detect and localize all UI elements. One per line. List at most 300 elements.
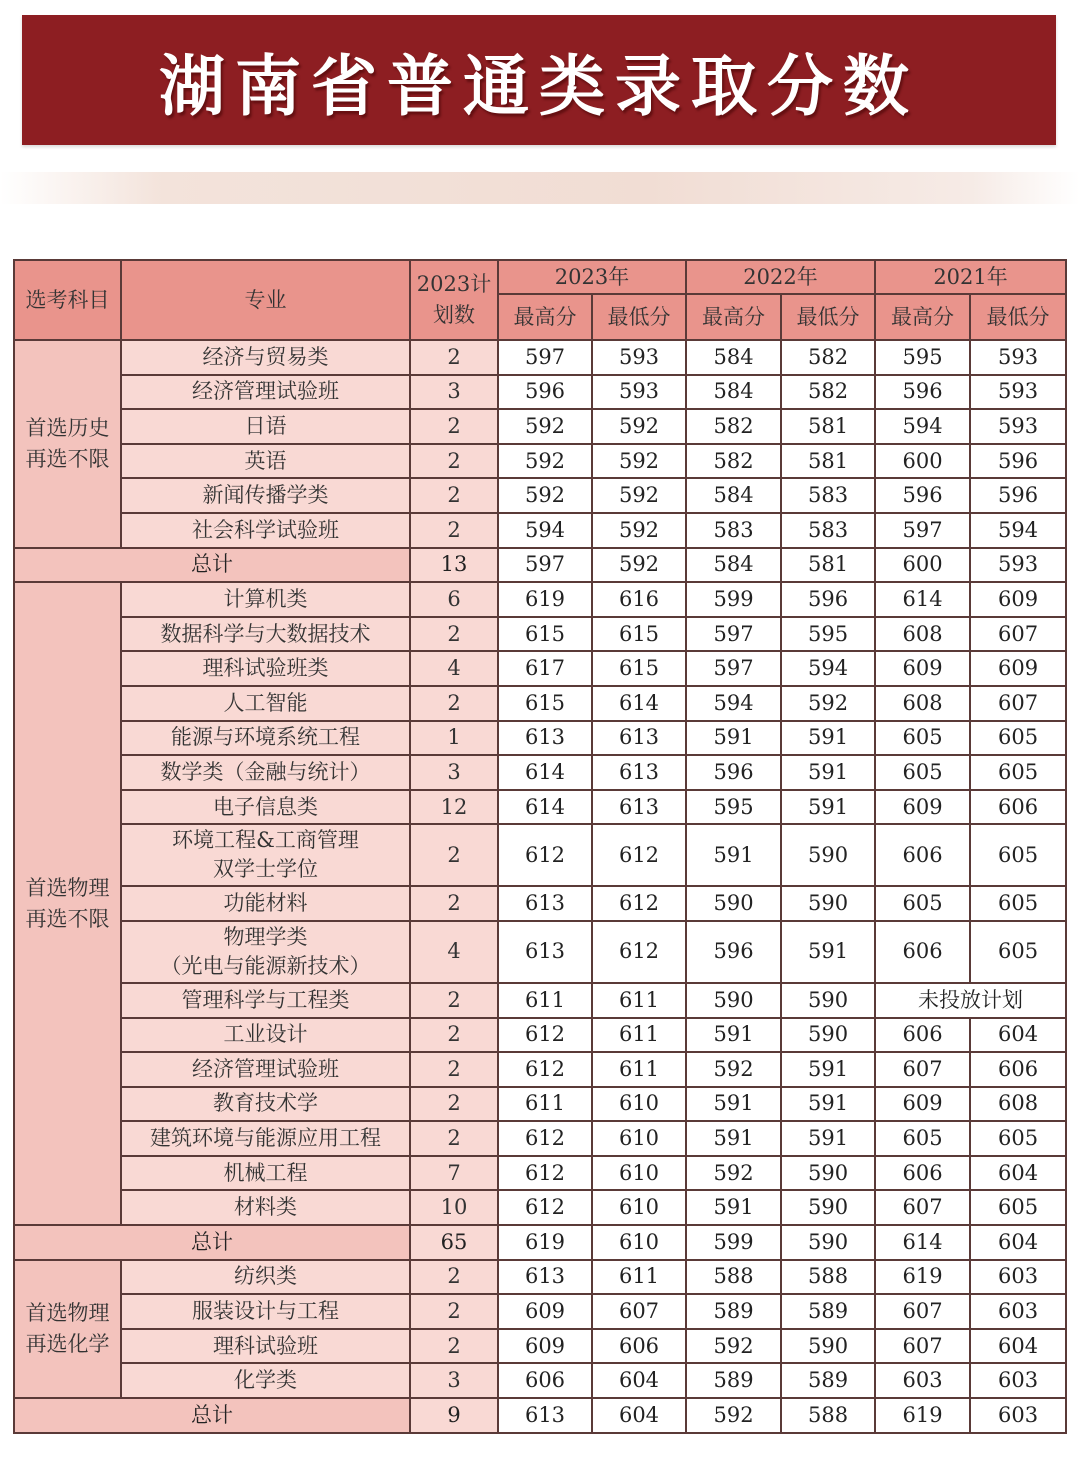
score-cell: 584 xyxy=(686,478,781,513)
score-cell: 606 xyxy=(875,824,970,886)
table-row xyxy=(14,983,1066,1018)
total-score-cell: 597 xyxy=(498,548,592,583)
score-cell: 605 xyxy=(970,1121,1066,1156)
note-cell-2021: 未投放计划 xyxy=(875,983,1066,1018)
major-cell: 新闻传播学类 xyxy=(121,478,410,513)
header-max: 最高分 xyxy=(498,294,592,340)
score-cell: 613 xyxy=(592,790,686,825)
subject-cell xyxy=(14,340,121,548)
total-score-cell: 593 xyxy=(970,548,1066,583)
score-cell: 606 xyxy=(875,1018,970,1053)
score-cell: 610 xyxy=(592,1121,686,1156)
score-cell: 605 xyxy=(970,886,1066,921)
total-score-cell: 592 xyxy=(592,548,686,583)
score-cell: 612 xyxy=(498,1052,592,1087)
header-plan xyxy=(410,260,498,340)
score-cell: 596 xyxy=(970,444,1066,479)
table-row xyxy=(14,409,1066,444)
score-cell: 597 xyxy=(498,340,592,375)
score-cell: 593 xyxy=(970,375,1066,410)
score-cell: 609 xyxy=(498,1329,592,1364)
plan-cell: 2 xyxy=(410,617,498,652)
score-cell: 590 xyxy=(781,1190,875,1225)
score-cell: 615 xyxy=(592,617,686,652)
total-plan: 65 xyxy=(410,1225,498,1260)
total-label: 总计 xyxy=(14,1398,410,1433)
score-cell: 591 xyxy=(781,1087,875,1122)
plan-cell: 4 xyxy=(410,651,498,686)
score-cell: 612 xyxy=(592,886,686,921)
major-cell: 建筑环境与能源应用工程 xyxy=(121,1121,410,1156)
score-cell: 603 xyxy=(970,1294,1066,1329)
header-subject: 选考科目 xyxy=(14,260,121,340)
major-line2: （光电与能源新技术） xyxy=(160,953,371,978)
score-cell: 581 xyxy=(781,409,875,444)
score-cell: 604 xyxy=(970,1156,1066,1191)
subject-line2: 再选不限 xyxy=(25,446,110,471)
total-score-cell: 588 xyxy=(781,1398,875,1433)
plan-cell: 6 xyxy=(410,582,498,617)
table-row xyxy=(14,1190,1066,1225)
total-score-cell: 614 xyxy=(875,1225,970,1260)
score-cell: 619 xyxy=(498,582,592,617)
total-plan: 9 xyxy=(410,1398,498,1433)
score-cell: 619 xyxy=(875,1260,970,1295)
table-row xyxy=(14,478,1066,513)
score-cell: 603 xyxy=(970,1260,1066,1295)
score-cell: 609 xyxy=(970,582,1066,617)
score-cell: 591 xyxy=(781,1121,875,1156)
score-cell: 591 xyxy=(781,721,875,756)
score-cell: 591 xyxy=(686,824,781,886)
major-cell: 材料类 xyxy=(121,1190,410,1225)
score-cell: 593 xyxy=(970,409,1066,444)
score-cell: 594 xyxy=(875,409,970,444)
score-cell: 592 xyxy=(498,478,592,513)
major-cell: 经济管理试验班 xyxy=(121,375,410,410)
score-cell: 607 xyxy=(592,1294,686,1329)
major-cell: 能源与环境系统工程 xyxy=(121,721,410,756)
score-cell: 590 xyxy=(781,983,875,1018)
score-cell: 609 xyxy=(875,1087,970,1122)
score-cell: 612 xyxy=(498,1156,592,1191)
plan-cell: 3 xyxy=(410,1363,498,1398)
score-cell: 612 xyxy=(498,1190,592,1225)
plan-cell: 2 xyxy=(410,444,498,479)
score-cell: 582 xyxy=(781,375,875,410)
score-cell: 592 xyxy=(686,1052,781,1087)
score-cell: 605 xyxy=(875,886,970,921)
table-row xyxy=(14,375,1066,410)
score-cell: 606 xyxy=(498,1363,592,1398)
score-cell: 613 xyxy=(498,921,592,983)
score-cell: 611 xyxy=(592,1018,686,1053)
score-cell: 611 xyxy=(592,1260,686,1295)
score-cell: 611 xyxy=(592,1052,686,1087)
major-cell: 理科试验班类 xyxy=(121,651,410,686)
score-cell: 592 xyxy=(498,444,592,479)
score-cell: 591 xyxy=(781,1052,875,1087)
score-cell: 609 xyxy=(875,651,970,686)
subject-line2: 再选化学 xyxy=(25,1331,110,1356)
plan-cell: 2 xyxy=(410,1052,498,1087)
score-cell: 614 xyxy=(498,755,592,790)
table-row xyxy=(14,1329,1066,1364)
table-row xyxy=(14,1121,1066,1156)
plan-cell: 4 xyxy=(410,921,498,983)
table-row xyxy=(14,1156,1066,1191)
score-cell: 594 xyxy=(498,513,592,548)
score-cell: 581 xyxy=(781,444,875,479)
major-cell: 纺织类 xyxy=(121,1260,410,1295)
table-row xyxy=(14,1260,1066,1295)
score-cell: 607 xyxy=(970,617,1066,652)
score-cell: 589 xyxy=(781,1363,875,1398)
score-cell: 593 xyxy=(592,340,686,375)
score-cell: 596 xyxy=(875,478,970,513)
major-cell: 数学类（金融与统计） xyxy=(121,755,410,790)
subject-line1: 首选物理 xyxy=(25,875,110,900)
score-cell: 609 xyxy=(498,1294,592,1329)
score-cell: 613 xyxy=(498,721,592,756)
score-cell: 593 xyxy=(970,340,1066,375)
table-row xyxy=(14,340,1066,375)
table-row xyxy=(14,1018,1066,1053)
major-cell: 电子信息类 xyxy=(121,790,410,825)
score-cell: 607 xyxy=(875,1190,970,1225)
score-cell: 609 xyxy=(970,651,1066,686)
score-cell: 608 xyxy=(875,686,970,721)
score-cell: 595 xyxy=(781,617,875,652)
total-score-cell: 590 xyxy=(781,1225,875,1260)
score-cell: 607 xyxy=(875,1052,970,1087)
table-row xyxy=(14,886,1066,921)
plan-cell: 2 xyxy=(410,513,498,548)
score-cell: 604 xyxy=(592,1363,686,1398)
header-min: 最低分 xyxy=(592,294,686,340)
score-cell: 607 xyxy=(875,1294,970,1329)
plan-cell: 2 xyxy=(410,1294,498,1329)
subject-cell xyxy=(14,1260,121,1398)
score-cell: 612 xyxy=(498,1018,592,1053)
table-row xyxy=(14,721,1066,756)
score-cell: 596 xyxy=(970,478,1066,513)
major-cell xyxy=(121,824,410,886)
score-cell: 591 xyxy=(686,1190,781,1225)
score-cell: 584 xyxy=(686,375,781,410)
major-cell: 服装设计与工程 xyxy=(121,1294,410,1329)
score-cell: 605 xyxy=(875,755,970,790)
score-cell: 592 xyxy=(781,686,875,721)
major-cell: 工业设计 xyxy=(121,1018,410,1053)
plan-cell: 12 xyxy=(410,790,498,825)
score-cell: 612 xyxy=(592,824,686,886)
table-row xyxy=(14,1294,1066,1329)
score-cell: 612 xyxy=(498,824,592,886)
major-cell: 管理科学与工程类 xyxy=(121,983,410,1018)
plan-cell: 1 xyxy=(410,721,498,756)
score-cell: 609 xyxy=(875,790,970,825)
header-min: 最低分 xyxy=(781,294,875,340)
plan-cell: 2 xyxy=(410,340,498,375)
score-cell: 610 xyxy=(592,1087,686,1122)
score-cell: 615 xyxy=(498,686,592,721)
total-score-cell: 581 xyxy=(781,548,875,583)
score-cell: 590 xyxy=(686,983,781,1018)
score-cell: 588 xyxy=(781,1260,875,1295)
score-cell: 603 xyxy=(875,1363,970,1398)
score-cell: 597 xyxy=(686,617,781,652)
header-plan-line2: 划数 xyxy=(433,303,475,327)
score-cell: 591 xyxy=(781,921,875,983)
score-cell: 591 xyxy=(686,1121,781,1156)
header-max: 最高分 xyxy=(875,294,970,340)
score-cell: 590 xyxy=(781,824,875,886)
score-cell: 613 xyxy=(498,886,592,921)
header-max: 最高分 xyxy=(686,294,781,340)
score-cell: 605 xyxy=(875,1121,970,1156)
major-cell: 经济管理试验班 xyxy=(121,1052,410,1087)
major-cell: 数据科学与大数据技术 xyxy=(121,617,410,652)
score-cell: 606 xyxy=(875,921,970,983)
plan-cell: 2 xyxy=(410,1329,498,1364)
score-cell: 592 xyxy=(686,1329,781,1364)
total-label: 总计 xyxy=(14,1225,410,1260)
page-title: 湖南省普通类录取分数 xyxy=(159,47,919,125)
score-cell: 590 xyxy=(781,1156,875,1191)
score-cell: 583 xyxy=(781,513,875,548)
score-cell: 596 xyxy=(781,582,875,617)
score-cell: 596 xyxy=(498,375,592,410)
score-cell: 613 xyxy=(592,721,686,756)
total-row xyxy=(14,1225,1066,1260)
score-cell: 604 xyxy=(970,1018,1066,1053)
table-row xyxy=(14,444,1066,479)
score-cell: 583 xyxy=(781,478,875,513)
score-cell: 592 xyxy=(686,1156,781,1191)
total-label: 总计 xyxy=(14,548,410,583)
score-cell: 605 xyxy=(970,1190,1066,1225)
major-cell: 人工智能 xyxy=(121,686,410,721)
score-cell: 597 xyxy=(875,513,970,548)
score-cell: 589 xyxy=(781,1294,875,1329)
score-cell: 583 xyxy=(686,513,781,548)
score-cell: 611 xyxy=(592,983,686,1018)
score-cell: 610 xyxy=(592,1190,686,1225)
score-cell: 592 xyxy=(592,478,686,513)
header-year-2021: 2021年 xyxy=(875,260,1066,294)
total-score-cell: 592 xyxy=(686,1398,781,1433)
score-cell: 590 xyxy=(781,1018,875,1053)
score-cell: 582 xyxy=(686,409,781,444)
major-cell: 机械工程 xyxy=(121,1156,410,1191)
major-cell: 社会科学试验班 xyxy=(121,513,410,548)
score-cell: 592 xyxy=(592,513,686,548)
score-cell: 606 xyxy=(970,1052,1066,1087)
score-cell: 605 xyxy=(970,721,1066,756)
major-cell: 教育技术学 xyxy=(121,1087,410,1122)
score-cell: 600 xyxy=(875,444,970,479)
total-score-cell: 619 xyxy=(875,1398,970,1433)
major-line1: 物理学类 xyxy=(223,924,308,949)
score-cell: 603 xyxy=(970,1363,1066,1398)
header-plan-line1: 2023计 xyxy=(416,272,492,296)
score-cell: 591 xyxy=(686,1018,781,1053)
major-cell: 功能材料 xyxy=(121,886,410,921)
score-cell: 606 xyxy=(970,790,1066,825)
table-row xyxy=(14,1087,1066,1122)
total-row xyxy=(14,548,1066,583)
total-score-cell: 600 xyxy=(875,548,970,583)
table-row xyxy=(14,824,1066,886)
score-cell: 610 xyxy=(592,1156,686,1191)
score-cell: 612 xyxy=(592,921,686,983)
total-score-cell: 604 xyxy=(970,1225,1066,1260)
score-cell: 596 xyxy=(875,375,970,410)
table-row xyxy=(14,1052,1066,1087)
subject-cell xyxy=(14,582,121,1225)
score-cell: 591 xyxy=(781,755,875,790)
plan-cell: 2 xyxy=(410,1121,498,1156)
score-cell: 611 xyxy=(498,1087,592,1122)
score-cell: 590 xyxy=(781,886,875,921)
score-cell: 616 xyxy=(592,582,686,617)
score-cell: 613 xyxy=(498,1260,592,1295)
major-cell: 计算机类 xyxy=(121,582,410,617)
score-cell: 605 xyxy=(970,921,1066,983)
score-cell: 594 xyxy=(781,651,875,686)
score-cell: 592 xyxy=(592,444,686,479)
header-year-2023: 2023年 xyxy=(498,260,686,294)
score-cell: 604 xyxy=(970,1329,1066,1364)
total-row xyxy=(14,1398,1066,1433)
plan-cell: 2 xyxy=(410,1018,498,1053)
plan-cell: 3 xyxy=(410,375,498,410)
score-cell: 591 xyxy=(781,790,875,825)
table-row xyxy=(14,617,1066,652)
score-cell: 582 xyxy=(686,444,781,479)
score-cell: 617 xyxy=(498,651,592,686)
score-cell: 596 xyxy=(686,755,781,790)
major-cell: 英语 xyxy=(121,444,410,479)
plan-cell: 2 xyxy=(410,886,498,921)
header-major: 专业 xyxy=(121,260,410,340)
score-cell: 615 xyxy=(498,617,592,652)
table-row xyxy=(14,1363,1066,1398)
header-min: 最低分 xyxy=(970,294,1066,340)
score-cell: 589 xyxy=(686,1363,781,1398)
score-cell: 612 xyxy=(498,1121,592,1156)
score-cell: 606 xyxy=(592,1329,686,1364)
score-cell: 607 xyxy=(875,1329,970,1364)
score-cell: 596 xyxy=(686,921,781,983)
score-cell: 614 xyxy=(592,686,686,721)
total-plan: 13 xyxy=(410,548,498,583)
score-cell: 605 xyxy=(875,721,970,756)
score-cell: 582 xyxy=(781,340,875,375)
score-cell: 613 xyxy=(592,755,686,790)
major-cell: 化学类 xyxy=(121,1363,410,1398)
total-score-cell: 613 xyxy=(498,1398,592,1433)
score-cell: 595 xyxy=(875,340,970,375)
plan-cell: 7 xyxy=(410,1156,498,1191)
plan-cell: 2 xyxy=(410,478,498,513)
score-cell: 597 xyxy=(686,651,781,686)
total-score-cell: 619 xyxy=(498,1225,592,1260)
plan-cell: 2 xyxy=(410,983,498,1018)
plan-cell: 2 xyxy=(410,824,498,886)
score-cell: 614 xyxy=(875,582,970,617)
header-year-2022: 2022年 xyxy=(686,260,875,294)
table-row xyxy=(14,686,1066,721)
plan-cell: 3 xyxy=(410,755,498,790)
table-row xyxy=(14,513,1066,548)
score-cell: 590 xyxy=(686,886,781,921)
score-cell: 592 xyxy=(498,409,592,444)
score-cell: 594 xyxy=(970,513,1066,548)
major-cell: 日语 xyxy=(121,409,410,444)
plan-cell: 2 xyxy=(410,409,498,444)
decorative-divider xyxy=(0,172,1080,204)
score-cell: 614 xyxy=(498,790,592,825)
score-cell: 608 xyxy=(875,617,970,652)
score-cell: 591 xyxy=(686,1087,781,1122)
major-line1: 环境工程&工商管理 xyxy=(172,828,359,853)
score-cell: 589 xyxy=(686,1294,781,1329)
plan-cell: 2 xyxy=(410,686,498,721)
table-row xyxy=(14,651,1066,686)
table-row xyxy=(14,755,1066,790)
score-cell: 588 xyxy=(686,1260,781,1295)
plan-cell: 2 xyxy=(410,1087,498,1122)
major-cell: 理科试验班 xyxy=(121,1329,410,1364)
major-line2: 双学士学位 xyxy=(213,857,318,882)
score-cell: 592 xyxy=(592,409,686,444)
score-cell: 611 xyxy=(498,983,592,1018)
score-cell: 606 xyxy=(875,1156,970,1191)
table-row xyxy=(14,921,1066,983)
table-row xyxy=(14,790,1066,825)
score-cell: 594 xyxy=(686,686,781,721)
admission-score-table xyxy=(13,259,1067,1434)
score-cell: 584 xyxy=(686,340,781,375)
score-cell: 590 xyxy=(781,1329,875,1364)
score-cell: 605 xyxy=(970,824,1066,886)
major-cell xyxy=(121,921,410,983)
table-row xyxy=(14,582,1066,617)
score-cell: 607 xyxy=(970,686,1066,721)
plan-cell: 10 xyxy=(410,1190,498,1225)
score-cell: 591 xyxy=(686,721,781,756)
subject-line1: 首选历史 xyxy=(25,415,110,440)
total-score-cell: 584 xyxy=(686,548,781,583)
score-cell: 599 xyxy=(686,582,781,617)
total-score-cell: 610 xyxy=(592,1225,686,1260)
score-cell: 595 xyxy=(686,790,781,825)
title-banner xyxy=(22,15,1056,145)
total-score-cell: 604 xyxy=(592,1398,686,1433)
subject-line2: 再选不限 xyxy=(25,906,110,931)
major-cell: 经济与贸易类 xyxy=(121,340,410,375)
subject-line1: 首选物理 xyxy=(25,1300,110,1325)
score-cell: 608 xyxy=(970,1087,1066,1122)
total-score-cell: 599 xyxy=(686,1225,781,1260)
total-score-cell: 603 xyxy=(970,1398,1066,1433)
score-cell: 615 xyxy=(592,651,686,686)
score-cell: 593 xyxy=(592,375,686,410)
score-cell: 605 xyxy=(970,755,1066,790)
plan-cell: 2 xyxy=(410,1260,498,1295)
